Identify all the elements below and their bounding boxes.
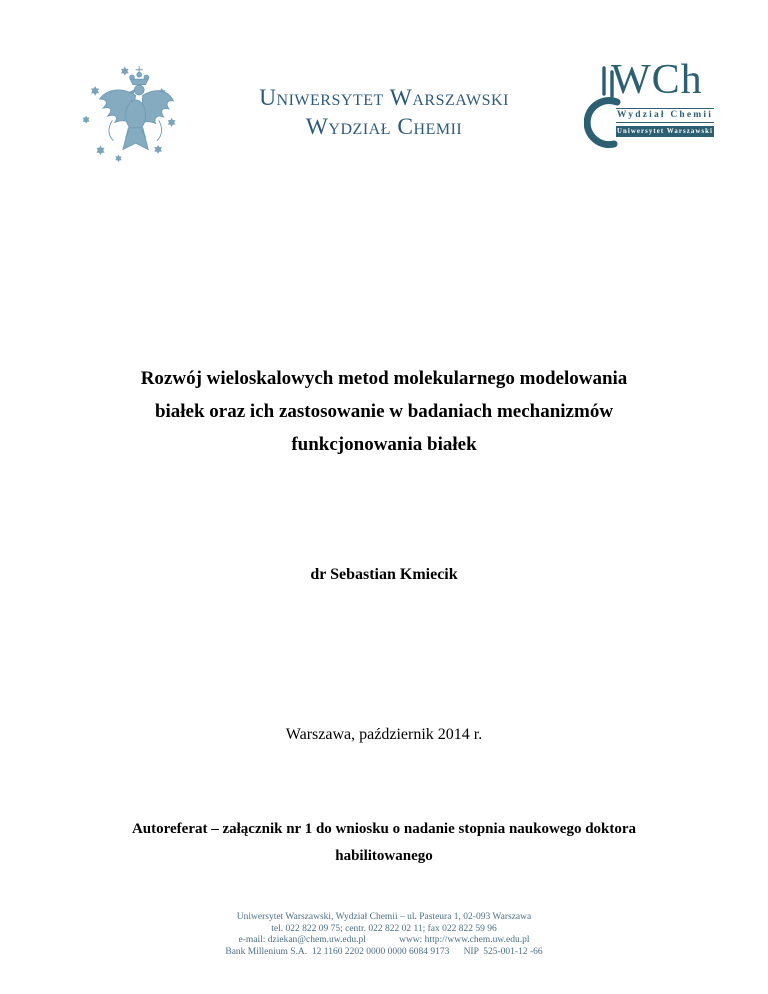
footer-phone-line: tel. 022 822 09 75; centr. 022 822 02 11; fax 022 822 59 96 bbox=[271, 923, 497, 934]
attachment-note-line: habilitowanego bbox=[335, 848, 433, 864]
attachment-note-line: Autoreferat – załącznik nr 1 do wniosku o nadanie stopnia naukowego doktora bbox=[131, 821, 637, 837]
wch-university-label: Uniwersytet Warszawski bbox=[616, 128, 713, 135]
place-date-line: Warszawa, październik 2014 r. bbox=[285, 726, 483, 743]
wch-faculty-logo bbox=[584, 57, 718, 156]
title-line: funkcjonowania białek bbox=[291, 434, 477, 455]
title-line: Rozwój wieloskalowych metod molekularnego modelowania bbox=[140, 368, 628, 389]
wch-faculty-label: Wydział Chemii bbox=[616, 108, 714, 123]
contact-footer bbox=[0, 912, 768, 958]
footer-bank-nip-line: Bank Millenium S.A. 12 1160 2202 0000 0000 6084 9173 NIP 525-001-12 -66 bbox=[225, 946, 543, 957]
author-name: dr Sebastian Kmiecik bbox=[310, 566, 458, 583]
footer-address-line: Uniwersytet Warszawski, Wydział Chemii – ul. Pasteura 1, 02-093 Warszawa bbox=[236, 912, 532, 922]
attachment-note bbox=[0, 816, 768, 870]
faculty-name: Wydział Chemii bbox=[305, 114, 463, 140]
title-line: białek oraz ich zastosowanie w badaniach mechanizmów bbox=[154, 401, 614, 422]
footer-email-web-line: e-mail: dziekan@chem.uw.edu.pl www: http://www.chem.uw.edu.pl bbox=[238, 935, 530, 945]
university-name: Uniwersytet Warszawski bbox=[259, 85, 509, 111]
document-title bbox=[0, 362, 768, 461]
wch-acronym: WCh bbox=[611, 57, 703, 103]
